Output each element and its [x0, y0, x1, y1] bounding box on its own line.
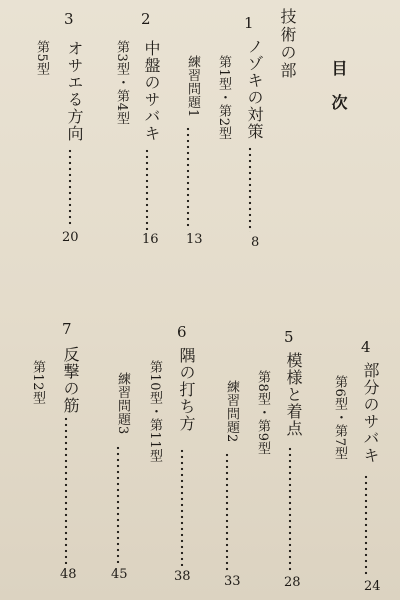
chapter-title: 部分のサバキ: [361, 362, 380, 464]
leader-dots: [68, 148, 72, 228]
chapter-number: 7: [62, 320, 72, 338]
section-heading: 技術の部: [278, 8, 297, 80]
chapter-title: 隅の打ち方: [177, 347, 196, 432]
chapter-page: 28: [284, 575, 301, 590]
chapter-page: 16: [142, 232, 159, 247]
sub-entry: 第12型: [30, 360, 45, 405]
toc-title: 目 次: [329, 60, 348, 111]
chapter-page: 48: [60, 567, 77, 582]
chapter-number: 3: [64, 10, 74, 28]
leader-dots: [288, 446, 292, 572]
sub-entry: 第6型・第7型: [332, 375, 347, 461]
leader-dots: [364, 474, 368, 576]
chapter-number: 5: [284, 328, 294, 346]
chapter-number: 2: [141, 10, 151, 28]
chapter-page: 8: [251, 235, 260, 250]
chapter-number: 6: [177, 323, 187, 341]
chapter-page: 24: [364, 579, 381, 594]
chapter-title: オサエる方向: [65, 40, 84, 142]
chapter-page: 20: [62, 230, 79, 245]
sub-entry: 練習問題3: [115, 372, 130, 435]
leader-dots: [186, 126, 190, 230]
sub-entry: 第3型・第4型: [114, 40, 129, 126]
sub-entry: 第5型: [34, 40, 49, 76]
sub-entry: 第8型・第9型: [255, 370, 270, 456]
sub-page: 33: [224, 574, 241, 589]
sub-entry: 第1型・第2型: [216, 55, 231, 141]
chapter-title: 中盤のサバキ: [142, 40, 161, 142]
chapter-title: ノゾキの対策: [245, 38, 264, 140]
leader-dots: [145, 148, 149, 230]
chapter-page: 38: [174, 569, 191, 584]
chapter-title: 反撃の筋: [61, 346, 80, 414]
sub-page: 13: [186, 232, 203, 247]
chapter-title: 模様と着点: [284, 352, 303, 437]
leader-dots: [116, 445, 120, 563]
sub-entry: 第10型・第11型: [147, 360, 162, 463]
sub-page: 45: [111, 567, 128, 582]
leader-dots: [64, 416, 68, 564]
sub-entry: 練習問題2: [224, 380, 239, 443]
leader-dots: [248, 146, 252, 232]
leader-dots: [225, 452, 229, 572]
chapter-number: 1: [244, 14, 254, 32]
leader-dots: [180, 448, 184, 566]
sub-entry: 練習問題1: [185, 55, 200, 118]
chapter-number: 4: [361, 338, 371, 356]
